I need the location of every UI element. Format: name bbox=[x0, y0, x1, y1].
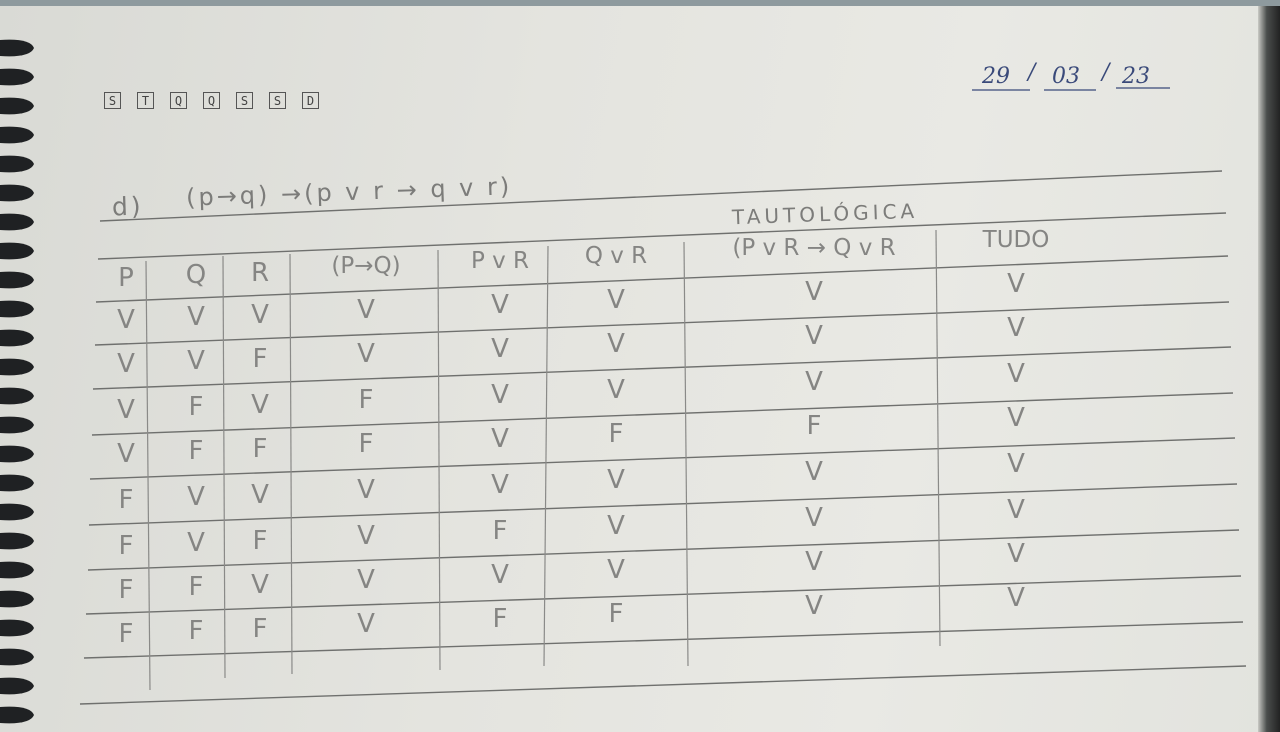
table-cell: V bbox=[491, 334, 509, 364]
table-cell: F bbox=[188, 616, 204, 647]
table-cell: V bbox=[357, 339, 375, 370]
table-cell: V bbox=[805, 503, 823, 534]
table-cell: F bbox=[492, 516, 508, 546]
table-cell: V bbox=[1007, 449, 1025, 480]
table-cell: F bbox=[118, 484, 134, 515]
date-separator-2: / bbox=[1102, 60, 1110, 85]
table-cell: V bbox=[357, 565, 375, 596]
table-cell: V bbox=[1007, 313, 1025, 344]
table-cell: F bbox=[492, 604, 508, 634]
table-cell: F bbox=[118, 618, 134, 649]
table-cell: V bbox=[607, 555, 625, 586]
table-cell: F bbox=[358, 429, 374, 460]
table-cell: F bbox=[252, 433, 268, 464]
weekday-box-friday: S bbox=[269, 92, 286, 109]
weekday-box-sunday: S bbox=[104, 92, 121, 109]
table-cell: V bbox=[187, 302, 205, 333]
table-header-cell: P v R bbox=[470, 248, 530, 274]
weekday-box-tuesday: Q bbox=[170, 92, 187, 109]
table-cell: V bbox=[357, 475, 375, 506]
table-cell: V bbox=[1007, 539, 1025, 570]
table-header-cell: (P v R → Q v R bbox=[732, 235, 896, 262]
table-cell: V bbox=[491, 560, 509, 590]
page-edge bbox=[1258, 6, 1280, 732]
table-cell: F bbox=[608, 419, 624, 450]
table-cell: V bbox=[607, 285, 625, 316]
table-cell: V bbox=[187, 482, 205, 513]
table-cell: V bbox=[491, 424, 509, 454]
date-separator: / bbox=[1028, 60, 1036, 85]
table-cell: V bbox=[607, 465, 625, 496]
table-cell: V bbox=[805, 547, 823, 578]
tautology-note: TAUTOLÓGICA bbox=[731, 198, 919, 230]
table-cell: F bbox=[118, 574, 134, 605]
table-cell: F bbox=[118, 530, 134, 561]
table-cell: F bbox=[188, 436, 204, 467]
table-cell: V bbox=[1007, 583, 1025, 614]
weekday-box-monday: T bbox=[137, 92, 154, 109]
weekday-box-saturday: D bbox=[302, 92, 319, 109]
table-cell: V bbox=[491, 290, 509, 320]
table-header-cell: (P→Q) bbox=[331, 253, 401, 280]
table-cell: V bbox=[187, 528, 205, 559]
exercise-formula: (p→q) →(p v r → q v r) bbox=[185, 172, 513, 212]
table-cell: V bbox=[607, 329, 625, 360]
table-cell: F bbox=[188, 392, 204, 423]
date-day: 29 bbox=[982, 64, 1010, 89]
table-cell: V bbox=[805, 321, 823, 352]
table-cell: V bbox=[117, 438, 135, 469]
table-cell: V bbox=[805, 277, 823, 308]
table-header-cell: Q bbox=[185, 260, 207, 291]
table-cell: V bbox=[357, 295, 375, 326]
table-cell: V bbox=[607, 375, 625, 406]
table-cell: F bbox=[252, 343, 268, 374]
table-cell: V bbox=[1007, 269, 1025, 300]
table-header-cell: R bbox=[250, 257, 270, 288]
table-cell: V bbox=[357, 609, 375, 640]
table-cell: F bbox=[806, 411, 822, 442]
table-cell: V bbox=[117, 348, 135, 379]
table-cell: F bbox=[252, 525, 268, 556]
table-cell: V bbox=[1007, 359, 1025, 390]
exercise-label: d) bbox=[111, 191, 145, 222]
table-cell: V bbox=[1007, 403, 1025, 434]
table-cell: F bbox=[188, 572, 204, 603]
table-cell: V bbox=[251, 389, 269, 420]
weekday-box-thursday: S bbox=[236, 92, 253, 109]
table-cell: V bbox=[1007, 495, 1025, 526]
table-cell: V bbox=[805, 457, 823, 488]
table-cell: F bbox=[252, 613, 268, 644]
table-cell: V bbox=[187, 346, 205, 377]
table-header-cell: Q v R bbox=[584, 243, 648, 270]
table-cell: V bbox=[251, 479, 269, 510]
table-cell: V bbox=[805, 367, 823, 398]
table-cell: V bbox=[251, 569, 269, 600]
table-cell: V bbox=[117, 394, 135, 425]
table-header-cell: TUDO bbox=[982, 227, 1050, 254]
table-cell: V bbox=[117, 304, 135, 335]
table-cell: V bbox=[607, 511, 625, 542]
table-cell: F bbox=[358, 385, 374, 416]
table-cell: F bbox=[608, 599, 624, 630]
table-cell: V bbox=[491, 470, 509, 500]
table-cell: V bbox=[491, 380, 509, 410]
table-cell: V bbox=[357, 521, 375, 552]
date-year: 23 bbox=[1122, 64, 1150, 89]
date-month: 03 bbox=[1052, 64, 1080, 89]
table-cell: V bbox=[251, 299, 269, 330]
notebook-page bbox=[0, 6, 1280, 732]
weekday-box-wednesday: Q bbox=[203, 92, 220, 109]
table-cell: V bbox=[805, 591, 823, 622]
table-header-cell: P bbox=[118, 262, 134, 293]
